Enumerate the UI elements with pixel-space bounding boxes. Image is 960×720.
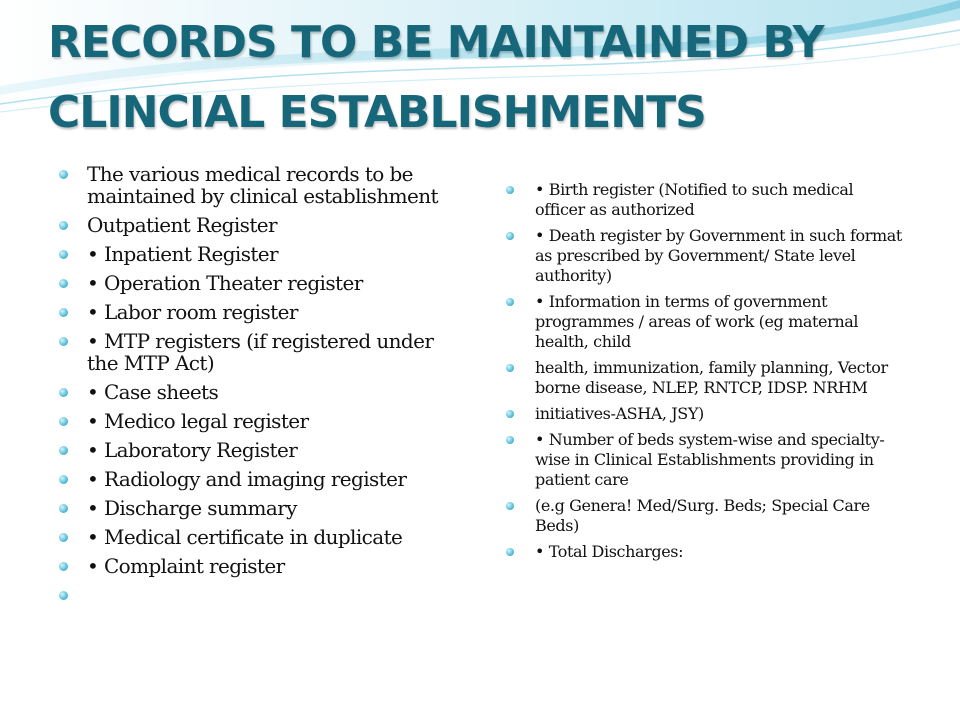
list-item-text: • Complaint register xyxy=(87,554,285,578)
bullet-icon xyxy=(506,364,514,372)
list-item-text: • MTP registers (if registered under the MTP Act) xyxy=(87,329,434,375)
list-item xyxy=(535,430,905,490)
list-item xyxy=(87,214,457,236)
list-item xyxy=(87,526,457,548)
list-item xyxy=(87,272,457,294)
list-item-text: • Laboratory Register xyxy=(87,438,298,462)
list-item xyxy=(87,497,457,519)
list-item-text: • Medico legal register xyxy=(87,409,309,433)
bullet-icon xyxy=(506,502,514,510)
list-item-text: health, immunization, family planning, Vector borne disease, NLEP, RNTCP, IDSP. NRHM xyxy=(535,358,888,397)
list-item xyxy=(87,468,457,490)
right-bullet-list xyxy=(535,180,905,568)
list-item-text: • Medical certificate in duplicate xyxy=(87,525,403,549)
list-item-text: • Birth register (Notified to such medical officer as authorized xyxy=(535,180,854,219)
list-item xyxy=(87,439,457,461)
list-item-text: • Operation Theater register xyxy=(87,271,363,295)
list-item xyxy=(87,555,457,577)
list-item xyxy=(535,180,905,220)
bullet-icon xyxy=(59,250,68,259)
list-item-text: • Case sheets xyxy=(87,380,219,404)
bullet-icon xyxy=(506,410,514,418)
slide-title xyxy=(48,8,948,148)
bullet-icon xyxy=(59,417,68,426)
bullet-icon xyxy=(59,221,68,230)
list-item-text: initiatives-ASHA, JSY) xyxy=(535,404,704,423)
bullet-icon xyxy=(506,298,514,306)
bullet-icon xyxy=(59,388,68,397)
list-item xyxy=(87,381,457,403)
bullet-icon xyxy=(506,232,514,240)
list-item-text: • Labor room register xyxy=(87,300,298,324)
list-item-text: • Inpatient Register xyxy=(87,242,278,266)
list-item xyxy=(535,542,905,562)
bullet-icon xyxy=(59,591,68,600)
title-line-1: RECORDS TO BE MAINTAINED BY xyxy=(48,17,824,68)
list-item-text: • Total Discharges: xyxy=(535,542,684,561)
list-item xyxy=(535,496,905,536)
list-item-text: (e.g Genera! Med/Surg. Beds; Special Care Beds) xyxy=(535,496,870,535)
list-item-text: • Death register by Government in such format as prescribed by Government/ State level authority) xyxy=(535,226,902,285)
list-item xyxy=(87,163,457,207)
bullet-icon xyxy=(59,308,68,317)
list-item xyxy=(87,243,457,265)
list-item xyxy=(87,584,457,606)
title-line-2: CLINCIAL ESTABLISHMENTS xyxy=(48,87,706,138)
list-item-text: Outpatient Register xyxy=(87,213,277,237)
list-item-text: • Discharge summary xyxy=(87,496,297,520)
list-item xyxy=(535,358,905,398)
bullet-icon xyxy=(506,186,514,194)
list-item-text: • Information in terms of government programmes / areas of work (eg maternal health, child xyxy=(535,292,859,351)
list-item xyxy=(535,226,905,286)
list-item xyxy=(87,410,457,432)
list-item xyxy=(87,330,457,374)
list-item xyxy=(87,301,457,323)
list-item-text: • Radiology and imaging register xyxy=(87,467,407,491)
bullet-icon xyxy=(59,170,68,179)
bullet-icon xyxy=(59,504,68,513)
bullet-icon xyxy=(59,475,68,484)
bullet-icon xyxy=(506,436,514,444)
list-item-text: • Number of beds system-wise and specialty-wise in Clinical Establishments providing in patient care xyxy=(535,430,885,489)
bullet-icon xyxy=(506,548,514,556)
left-bullet-list xyxy=(87,163,457,613)
bullet-icon xyxy=(59,533,68,542)
list-item-text: The various medical records to be maintained by clinical establishment xyxy=(87,162,438,208)
bullet-icon xyxy=(59,562,68,571)
bullet-icon xyxy=(59,337,68,346)
list-item xyxy=(535,404,905,424)
list-item xyxy=(535,292,905,352)
bullet-icon xyxy=(59,279,68,288)
bullet-icon xyxy=(59,446,68,455)
